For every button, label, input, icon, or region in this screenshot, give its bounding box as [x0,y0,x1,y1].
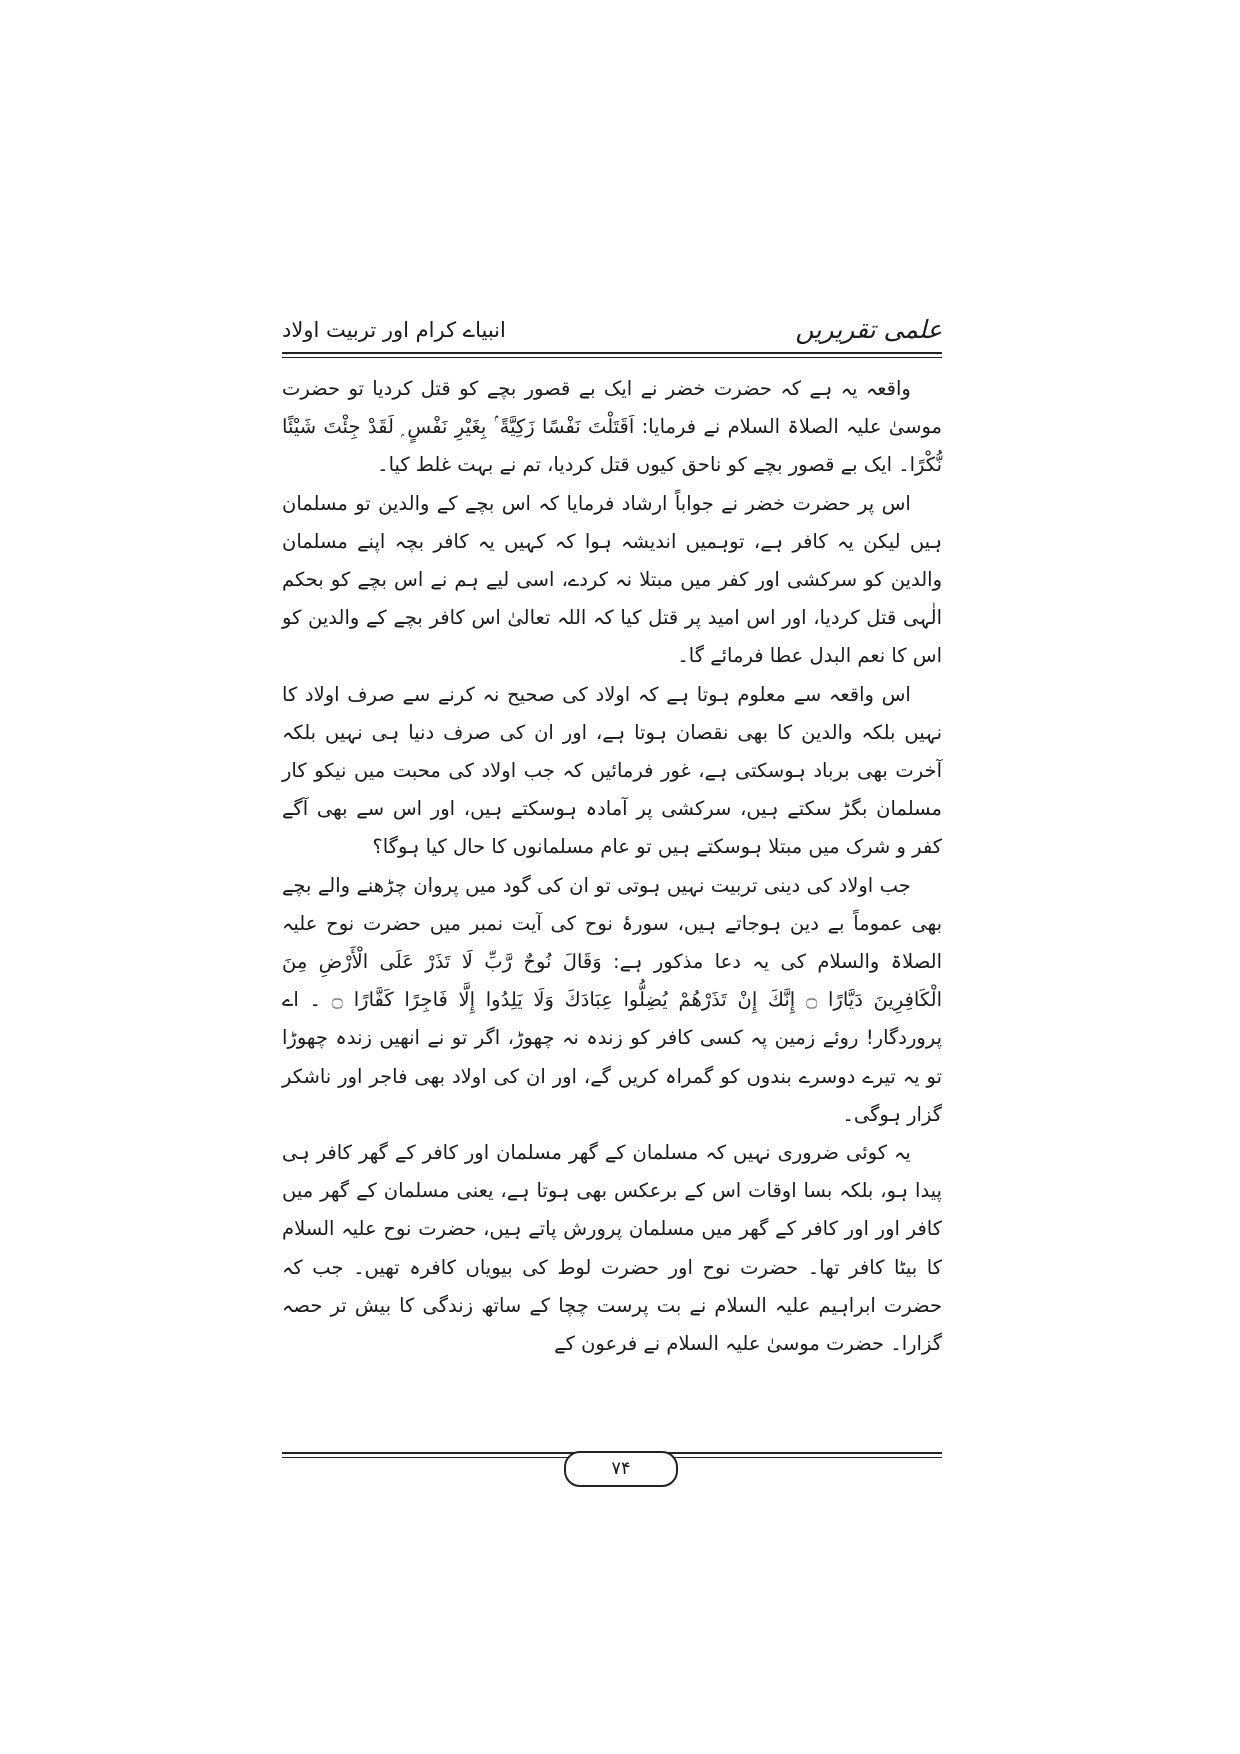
text-run: اس واقعہ سے معلوم ہوتا ہے کہ اولاد کی صحیح نہ کرنے سے صرف اولاد کا نہیں بلکہ والدین کا بھی نقصان ہوتا ہے، اور ان کی صرف دنیا ہی نہیں بلکہ آخرت بھی برباد ہوسکتی ہے، غور فرمائیں کہ جب اولاد کی محبت میں نیکو کار مسلمان بگڑ سکتے ہیں، سرکشی پر آمادہ ہوسکتے ہیں، اور اس سے بھی آگے کفر و شرک میں مبتلا ہوسکتے ہیں تو عام مسلمانوں کا حال کیا ہوگا؟ [282,682,942,859]
quran-quote: وَقَالَ نُوحٌ رَّبِّ لَا تَذَرْ عَلَى الْأَرْضِ مِنَ الْكَافِرِينَ دَيَّارًا ۝ إِنَّكَ إِنْ تَذَرْهُمْ يُضِلُّوا عِبَادَكَ وَلَا يَلِدُوا إِلَّا فَاجِرًا كَفَّارًا ۝ [282,950,942,1012]
chapter-title: انبیاے کرام اور تربیت اولاد [282,318,506,342]
text-run: اس پر حضرت خضر نے جواباً ارشاد فرمایا کہ اس بچے کے والدین تو مسلمان ہیں لیکن یہ کافر ہے، توہمیں اندیشہ ہوا کہ کہیں یہ کافر بچہ اپنے مسلمان والدین کو سرکشی اور کفر میں مبتلا نہ کردے، اسی لیے ہم نے اس بچے کو بحکم الٰہی قتل کردیا، اور اس امید پر قتل کیا کہ اللہ تعالیٰ اس کافر بچے کے والدین کو اس کا نعم البدل عطا فرمائے گا۔ [282,491,942,668]
paragraph-3 [282,676,942,867]
page-header [282,310,942,352]
text-run: جب اولاد کی دینی تربیت نہیں ہوتی تو ان کی گود میں پروان چڑھنے والے بچے بھی عموماً بے دین ہوجاتے ہیں، سورۂ نوح کی آیت نمبر میں حضرت نوح علیہ الصلاۃ والسلام کی یہ دعا مذکور ہے: [282,873,942,974]
page-number: ۷۴ [564,1451,678,1487]
text-run: ۔ ایک بے قصور بچے کو ناحق کیوں قتل کردیا، تم نے بہت غلط کیا۔ [377,453,910,477]
text-run: واقعہ یہ ہے کہ حضرت خضر نے ایک بے قصور بچے کو قتل کردیا تو حضرت موسیٰ علیہ الصلاۃ السلام نے فرمایا: [282,377,942,439]
paragraph-2 [282,485,942,676]
header-rule [282,352,942,354]
header-rule-thin [282,357,942,358]
paragraph-1 [282,370,942,485]
paragraph-4 [282,867,942,1134]
paragraph-5 [282,1134,942,1363]
book-title: علمی تقریریں [795,315,942,344]
body-text [282,370,942,1370]
quran-quote: اَقَتَلْتَ نَفْسًا زَكِيَّةً ۢ بِغَيْرِ نَفْسٍ ۭ لَقَدْ جِئْتَ شَيْئًا نُّكْرًا [282,415,942,477]
text-run: یہ کوئی ضروری نہیں کہ مسلمان کے گھر مسلمان اور کافر کے گھر کافر ہی پیدا ہو، بلکہ بسا اوقات اس کے برعکس بھی ہوتا ہے، یعنی مسلمان کے گھر میں کافر اور اور کافر کے گھر میں مسلمان پرورش پاتے ہیں، حضرت نوح علیہ السلام کا بیٹا کافر تھا۔ حضرت نوح اور حضرت لوط کی بیویاں کافرہ تھیں۔ جب کہ حضرت ابراہیم علیہ السلام نے بت پرست چچا کے ساتھ زندگی کا بیش تر حصہ گزارا۔ حضرت موسیٰ علیہ السلام نے فرعون کے [282,1141,942,1356]
text-run: ۔ اے پروردگار! روئے زمین پہ کسی کافر کو زندہ نہ چھوڑ، اگر تو نے انھیں زندہ چھوڑا تو یہ تیرے دوسرے بندوں کو گمراہ کریں گے، اور ان کی اولاد بھی فاجر اور ناشکر گزار ہوگی۔ [282,988,942,1126]
